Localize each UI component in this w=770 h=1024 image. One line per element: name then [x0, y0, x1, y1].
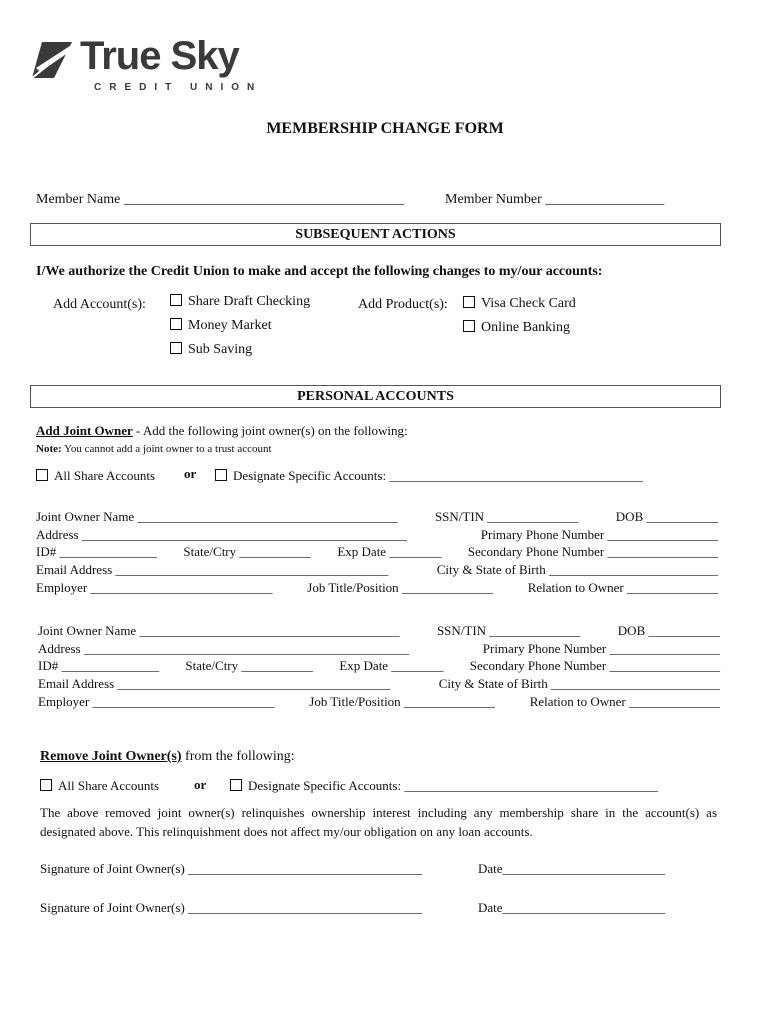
checkbox-label: All Share Accounts: [58, 778, 160, 793]
add-joint-owner-title: Add Joint Owner: [36, 423, 133, 438]
note-text: You cannot add a joint owner to a trust account: [61, 443, 272, 455]
id-field[interactable]: ID# _______________: [36, 544, 157, 559]
checkbox-visa-check-card[interactable]: [463, 296, 576, 312]
checkbox-icon: [170, 318, 182, 330]
personal-accounts-header: [30, 385, 721, 408]
joint-owner-2-row-4: [38, 676, 720, 692]
checkbox-share-draft-checking[interactable]: [170, 294, 310, 310]
subsequent-actions-header: [30, 223, 721, 246]
remove-joint-owner-heading: [40, 749, 295, 765]
note-label: Note:: [36, 443, 62, 455]
member-name-field[interactable]: Member Name ________________________________________: [36, 192, 404, 207]
birth-place-field[interactable]: City & State of Birth __________________________: [436, 562, 718, 577]
relation-field[interactable]: Relation to Owner ______________: [527, 580, 718, 595]
checkbox-icon: [170, 342, 182, 354]
checkbox-label: Sub Saving: [188, 342, 253, 357]
joint-owner-1-row-5: [36, 580, 718, 596]
form-title: MEMBERSHIP CHANGE FORM: [266, 120, 504, 137]
job-title-field[interactable]: Job Title/Position ______________: [309, 694, 495, 709]
logo-subtitle: CREDIT UNION: [94, 82, 263, 93]
primary-phone-field[interactable]: Primary Phone Number _________________: [482, 641, 720, 656]
or-label: or: [184, 466, 197, 481]
joint-owner-2-row-5: [38, 694, 720, 710]
checkbox-label: Visa Check Card: [481, 296, 576, 311]
personal-accounts-title: PERSONAL ACCOUNTS: [297, 388, 454, 404]
checkbox-all-share-accounts-remove[interactable]: [40, 778, 159, 794]
joint-owner-name-field[interactable]: Joint Owner Name ________________________________________: [38, 623, 400, 638]
add-joint-owner-heading: [36, 423, 408, 439]
joint-owner-2-row-1: [38, 623, 720, 639]
checkbox-icon: [463, 320, 475, 332]
ssn-field[interactable]: SSN/TIN ______________: [436, 623, 581, 638]
joint-owner-1-row-4: [36, 562, 718, 578]
add-joint-owner-desc: - Add the following joint owner(s) on the following:: [132, 423, 408, 438]
secondary-phone-field[interactable]: Secondary Phone Number _________________: [467, 544, 718, 559]
true-sky-logo: [32, 34, 264, 98]
trust-note: [36, 443, 272, 455]
date-2-field[interactable]: Date_________________________: [478, 900, 666, 915]
address-field[interactable]: Address __________________________________________________: [36, 527, 407, 542]
job-title-field[interactable]: Job Title/Position ______________: [307, 580, 493, 595]
state-ctry-field[interactable]: State/Ctry ___________: [185, 658, 313, 673]
subsequent-actions-title: SUBSEQUENT ACTIONS: [295, 226, 456, 242]
checkbox-icon: [230, 779, 242, 791]
dob-field[interactable]: DOB ___________: [617, 623, 720, 638]
joint-owner-1-row-2: [36, 527, 718, 543]
id-field[interactable]: ID# _______________: [38, 658, 159, 673]
exp-date-field[interactable]: Exp Date ________: [339, 658, 444, 673]
joint-owner-1-row-3: [36, 544, 718, 560]
checkbox-designate-accounts-remove[interactable]: [230, 778, 658, 794]
exp-date-field[interactable]: Exp Date ________: [337, 544, 442, 559]
employer-field[interactable]: Employer ____________________________: [38, 694, 275, 709]
authorize-statement: I/We authorize the Credit Union to make and accept the following changes to my/our accounts:: [36, 264, 603, 279]
checkbox-label: Designate Specific Accounts: _______________________________________: [233, 468, 643, 483]
checkbox-label: Money Market: [188, 318, 272, 333]
checkbox-label: Share Draft Checking: [188, 294, 311, 309]
add-accounts-label: Add Account(s):: [53, 297, 146, 312]
birth-place-field[interactable]: City & State of Birth __________________________: [438, 676, 720, 691]
remove-joint-owner-title: Remove Joint Owner(s): [40, 749, 182, 764]
email-field[interactable]: Email Address __________________________________________: [36, 562, 389, 577]
checkbox-label: All Share Accounts: [54, 468, 156, 483]
dob-field[interactable]: DOB ___________: [615, 509, 718, 524]
checkbox-label: Online Banking: [481, 320, 571, 335]
checkbox-icon: [40, 779, 52, 791]
member-number-field[interactable]: Member Number _________________: [445, 192, 665, 207]
date-1-field[interactable]: Date_________________________: [478, 861, 666, 876]
checkbox-online-banking[interactable]: [463, 320, 570, 336]
checkbox-money-market[interactable]: [170, 318, 272, 334]
checkbox-icon: [170, 294, 182, 306]
relinquishment-paragraph: The above removed joint owner(s) relinquishes ownership interest including any membership share in the account(s) as designated above. This relinquishment does not affect my/our obligation on any loan accounts.: [40, 805, 717, 839]
logo-name: True Sky: [80, 34, 239, 78]
joint-owner-1-row-1: [36, 509, 718, 525]
checkbox-sub-saving[interactable]: [170, 342, 252, 358]
employer-field[interactable]: Employer ____________________________: [36, 580, 273, 595]
checkbox-label: Designate Specific Accounts: _______________________________________: [248, 778, 658, 793]
joint-owner-name-field[interactable]: Joint Owner Name ________________________________________: [36, 509, 398, 524]
primary-phone-field[interactable]: Primary Phone Number _________________: [480, 527, 718, 542]
or-label: or: [194, 777, 207, 792]
checkbox-all-share-accounts-add[interactable]: [36, 468, 155, 484]
joint-owner-2-row-2: [38, 641, 720, 657]
secondary-phone-field[interactable]: Secondary Phone Number _________________: [469, 658, 720, 673]
checkbox-designate-accounts-add[interactable]: [215, 468, 643, 484]
checkbox-icon: [463, 296, 475, 308]
state-ctry-field[interactable]: State/Ctry ___________: [183, 544, 311, 559]
address-field[interactable]: Address __________________________________________________: [38, 641, 409, 656]
joint-owner-2-row-3: [38, 658, 720, 674]
remove-joint-owner-desc: from the following:: [181, 749, 295, 764]
checkbox-icon: [36, 469, 48, 481]
add-products-label: Add Product(s):: [358, 297, 448, 312]
checkbox-icon: [215, 469, 227, 481]
ssn-field[interactable]: SSN/TIN ______________: [434, 509, 579, 524]
relation-field[interactable]: Relation to Owner ______________: [529, 694, 720, 709]
signature-2-field[interactable]: Signature of Joint Owner(s) ____________________________________: [40, 900, 423, 915]
signature-1-field[interactable]: Signature of Joint Owner(s) ____________________________________: [40, 861, 423, 876]
email-field[interactable]: Email Address __________________________________________: [38, 676, 391, 691]
